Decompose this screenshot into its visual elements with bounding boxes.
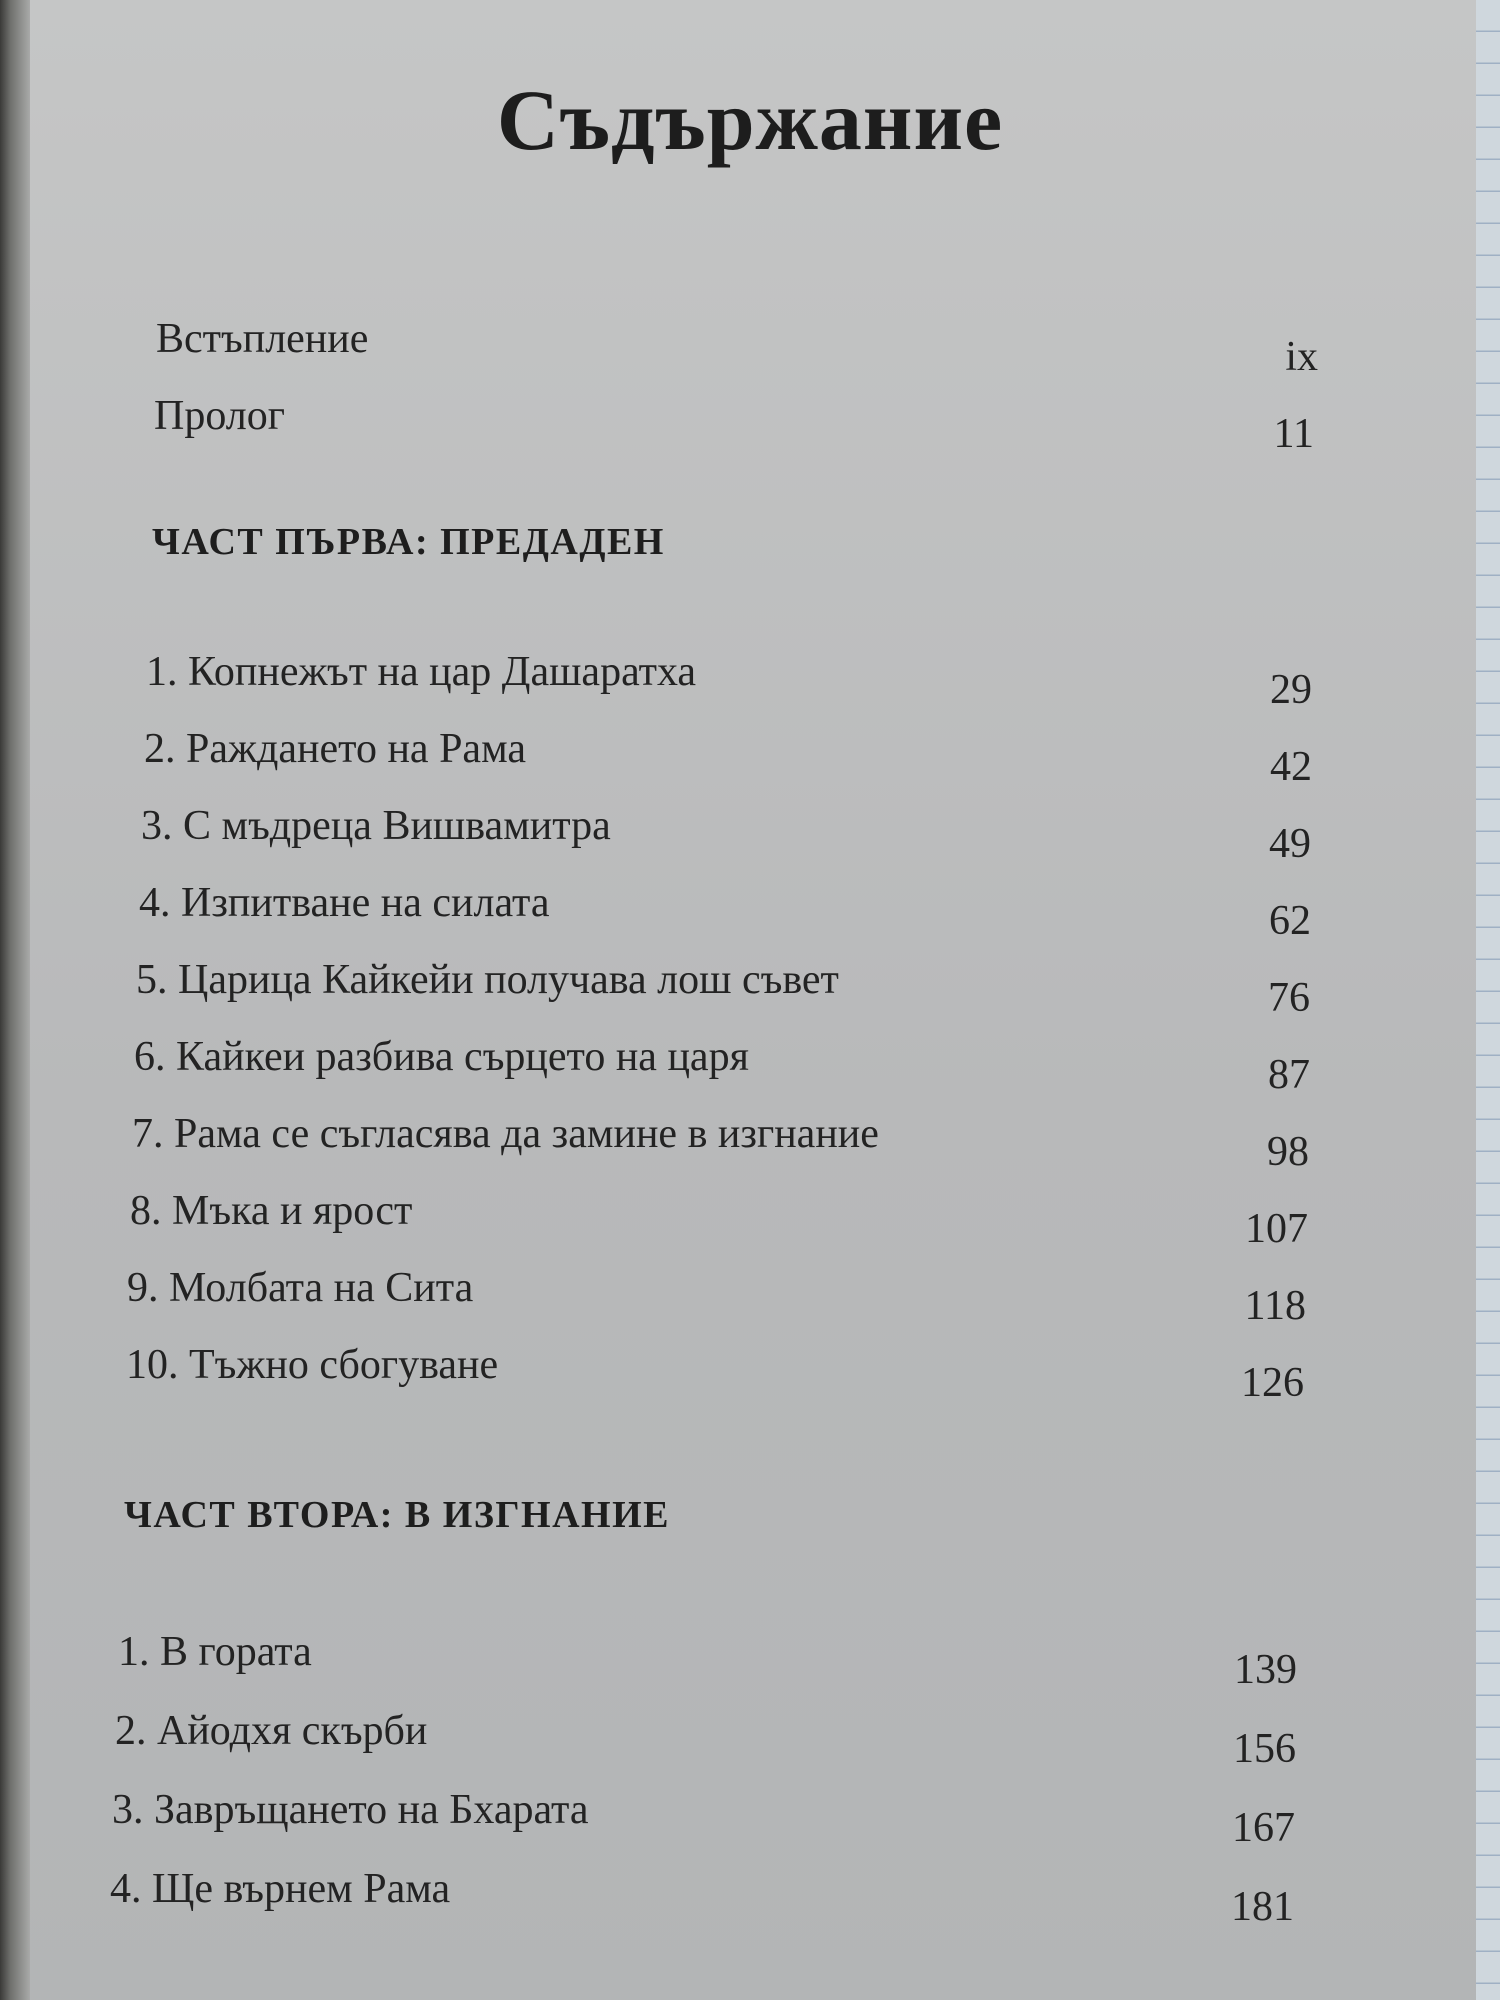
toc-entry-page: 49: [1269, 821, 1311, 867]
part-heading-2: ЧАСТ ВТОРА: В ИЗГНАНИЕ: [124, 1494, 671, 1536]
toc-entry-label: 2. Айодхя скърби: [115, 1708, 428, 1754]
toc-entry-label: 5. Царица Кайкейи получава лош съвет: [136, 957, 839, 1003]
toc-entry-label: 10. Тъжно сбогуване: [126, 1342, 499, 1388]
toc-entry-label: 1. Копнежът на цар Дашаратха: [146, 649, 697, 695]
toc-entry-label: 6. Кайкеи разбива сърцето на царя: [134, 1034, 749, 1080]
toc-entry-part1-8: [0, 1187, 1500, 1267]
toc-entry-page: 76: [1268, 975, 1310, 1021]
toc-entry-part1-9: [0, 1264, 1500, 1344]
toc-entry-part1-10: [0, 1341, 1500, 1421]
toc-entry-front-1: [0, 315, 1500, 395]
toc-entry-page: 62: [1269, 898, 1311, 944]
toc-entry-label: 3. С мъдреца Вишвамитра: [141, 803, 611, 849]
toc-entry-label: 3. Завръщането на Бхарата: [112, 1787, 589, 1833]
toc-entry-part1-7: [0, 1110, 1500, 1190]
toc-entry-part1-6: [0, 1033, 1500, 1113]
toc-entry-label: 9. Молбата на Сита: [127, 1265, 474, 1311]
toc-entry-page: 11: [1273, 411, 1314, 457]
toc-entry-page: 181: [1231, 1884, 1294, 1930]
toc-entry-label: 7. Рама се съгласява да замине в изгнание: [132, 1111, 879, 1157]
toc-entry-page: 167: [1232, 1805, 1295, 1851]
toc-entry-page: 98: [1267, 1129, 1309, 1175]
toc-entry-page: 139: [1234, 1647, 1297, 1693]
toc-entry-page: 118: [1244, 1283, 1306, 1329]
toc-entry-part2-3: [0, 1786, 1500, 1866]
toc-entry-label: 4. Изпитване на силата: [139, 880, 550, 926]
toc-entry-page: 126: [1241, 1360, 1304, 1406]
toc-entry-label: 1. В гората: [118, 1629, 312, 1675]
toc-entry-part1-1: [0, 648, 1500, 728]
page-title: Съдържание: [496, 72, 1004, 168]
part-heading-1: ЧАСТ ПЪРВА: ПРЕДАДЕН: [152, 521, 665, 563]
toc-entry-page: ix: [1285, 334, 1318, 380]
toc-entry-part1-3: [0, 802, 1500, 882]
toc-entry-page: 42: [1270, 744, 1312, 790]
toc-entry-page: 107: [1245, 1206, 1308, 1252]
toc-entry-label: 2. Раждането на Рама: [144, 726, 526, 772]
toc-entry-part1-2: [0, 725, 1500, 805]
toc-entry-part1-5: [0, 956, 1500, 1036]
toc-entry-part2-4: [0, 1865, 1500, 1945]
toc-entry-page: 87: [1268, 1052, 1310, 1098]
toc-entry-part2-2: [0, 1707, 1500, 1787]
toc-entry-page: 29: [1270, 667, 1312, 713]
toc-entry-label: Встъпление: [156, 316, 369, 362]
toc-entry-part1-4: [0, 879, 1500, 959]
toc-entry-label: 8. Мъка и ярост: [130, 1188, 413, 1234]
toc-entry-label: 4. Ще върнем Рама: [110, 1866, 451, 1912]
toc-entry-front-2: [0, 392, 1500, 472]
toc-entry-page: 156: [1233, 1726, 1296, 1772]
toc-entry-part2-1: [0, 1628, 1500, 1708]
toc-entry-label: Пролог: [154, 393, 285, 439]
